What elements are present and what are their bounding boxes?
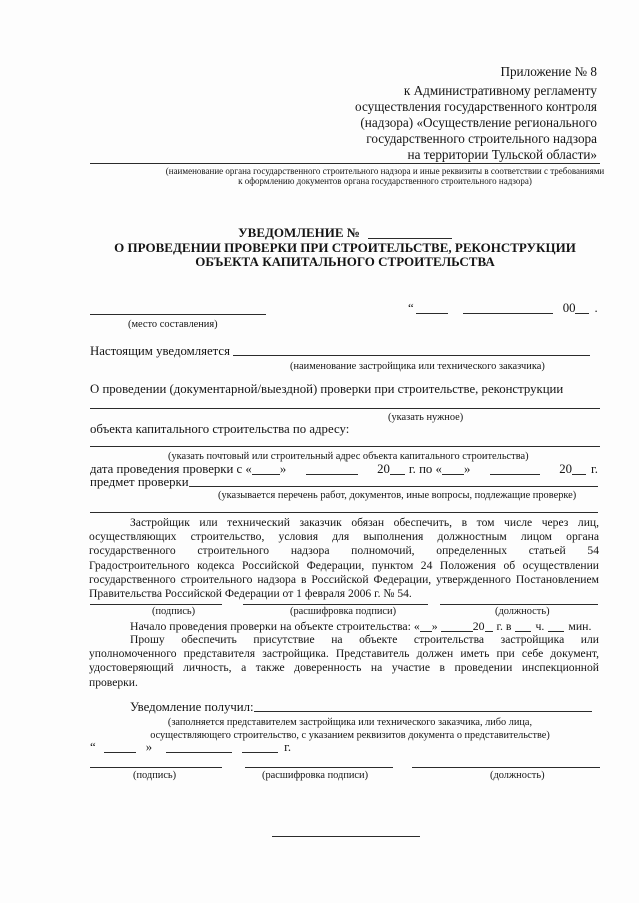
- recipient-position-blank: [412, 767, 600, 768]
- to-year-blank: [572, 463, 586, 475]
- year-blank: [575, 302, 589, 314]
- notified-row: [90, 344, 590, 359]
- to-year-prefix: 20: [559, 462, 572, 476]
- date-close-quote: »: [463, 462, 471, 476]
- appendix-reference-line: осуществления государственного контроля: [355, 99, 597, 114]
- received-close-quote: »: [145, 740, 153, 754]
- appendix-reference-line: (надзора) «Осуществление регионального: [360, 115, 597, 130]
- date-to-label: г. по «: [408, 462, 442, 476]
- address-blank: [90, 446, 600, 447]
- signature-decoding-caption: (расшифровка подписи): [290, 606, 397, 617]
- appendix-reference-line: к Административному регламенту: [403, 83, 597, 98]
- date-close-quote: »: [279, 462, 287, 476]
- start-month-blank: [441, 620, 473, 632]
- start-year-prefix: 20: [472, 619, 485, 633]
- inspection-start-line: [130, 619, 591, 633]
- request-paragraph: [89, 633, 599, 690]
- received-day-blank: [104, 741, 136, 753]
- notice-number-line: [90, 226, 600, 241]
- appendix-number: Приложение № 8: [500, 64, 597, 79]
- day-blank: [416, 302, 448, 314]
- place-caption: (место составления): [128, 319, 218, 330]
- subject-blank: [189, 486, 598, 487]
- start-year-blank: [485, 620, 493, 632]
- document-title: [90, 226, 600, 270]
- obligation-paragraph-line: осуществляющих строительство, условия для выполнения должностным лицом органа: [89, 530, 599, 544]
- obligation-paragraph-line: Правительства Российской Федерации от 1 февраля 2006 г. № 54.: [89, 587, 412, 601]
- start-at-label: г. в: [496, 619, 512, 633]
- subject-row: [90, 475, 598, 490]
- received-caption-line: (заполняется представителем застройщика или технического заказчика, либо лица,: [167, 717, 533, 728]
- received-date: [90, 740, 291, 755]
- obligation-paragraph-line: Градостроительного кодекса Российской Федерации, пунктом 24 Положения об осуществлении: [89, 558, 599, 572]
- obligation-paragraph: [89, 516, 599, 601]
- request-paragraph-line: проверки.: [89, 675, 138, 689]
- recipient-name-blank: [245, 767, 393, 768]
- position-caption: (должность): [490, 770, 545, 781]
- to-day-blank: [442, 463, 464, 475]
- from-year-prefix: 20: [377, 462, 390, 476]
- title-line: ОБЪЕКТА КАПИТАЛЬНОГО СТРОИТЕЛЬСТВА: [195, 254, 495, 269]
- received-blank: [254, 711, 592, 712]
- bottom-blank-line: [272, 836, 420, 837]
- hours-label: ч.: [535, 619, 545, 633]
- signature-decoding-caption: (расшифровка подписи): [262, 770, 369, 781]
- inspection-type-blank: [90, 408, 600, 409]
- place-blank: [90, 314, 266, 315]
- start-hours-blank: [515, 620, 531, 632]
- subject-blank-continuation: [90, 512, 598, 513]
- from-day-blank: [252, 463, 280, 475]
- inspector-name-blank: [243, 604, 428, 605]
- obligation-paragraph-line: государственного строительного надзора полномочий, определенных статьей 54: [89, 544, 599, 558]
- subject-caption: (указывается перечень работ, документов, иные вопросы, подлежащие проверке): [218, 490, 577, 501]
- obligation-paragraph-line: государственного строительного надзора в Российской Федерации, утвержденного Постановлением: [89, 572, 599, 586]
- date-open-quote: “: [408, 301, 414, 315]
- received-caption-line: осуществляющего строительство, с указанием реквизитов документа о представительстве): [150, 730, 550, 741]
- from-year-blank: [390, 463, 405, 475]
- recipient-signature-blank: [90, 767, 222, 768]
- notice-number-label: УВЕДОМЛЕНИЕ №: [238, 225, 360, 240]
- year-suffix: г.: [590, 462, 598, 476]
- from-month-blank: [306, 462, 358, 475]
- authority-caption: [160, 166, 610, 186]
- start-label: Начало проведения проверки на объекте строительства: «: [130, 619, 420, 633]
- received-month-blank: [166, 741, 232, 753]
- notice-number-blank: [368, 227, 452, 239]
- authority-caption-line: (наименование органа государственного строительного надзора и иные реквизиты в соответствии с требованиями: [165, 166, 605, 176]
- received-row: [130, 700, 592, 715]
- notified-blank: [233, 355, 590, 356]
- position-caption: (должность): [495, 606, 550, 617]
- start-day-blank: [420, 620, 432, 632]
- signature-caption: (подпись): [133, 770, 177, 781]
- notified-caption: (наименование застройщика или технического заказчика): [290, 361, 545, 372]
- minutes-label: мин.: [568, 619, 592, 633]
- authority-name-line: [90, 163, 600, 164]
- inspector-signature-blank: [90, 604, 222, 605]
- request-paragraph-line: уполномоченного представителя застройщика. Представитель должен иметь при себе документ,: [89, 647, 599, 661]
- received-label: Уведомление получил:: [130, 700, 254, 714]
- obligation-paragraph-line: Застройщик или технический заказчик обязан обеспечить, в том числе через лиц,: [130, 516, 599, 529]
- date-end: .: [594, 301, 598, 315]
- received-open-quote: “: [90, 740, 96, 754]
- date-from-label: дата проведения проверки с «: [90, 462, 252, 476]
- compilation-date: [408, 301, 598, 316]
- appendix-reference-line: на территории Тульской области»: [407, 147, 597, 162]
- signature-caption: (подпись): [152, 606, 196, 617]
- request-paragraph-line: удостоверяющий личность, а также доверенность на участие в проведении инспекционной: [89, 661, 599, 675]
- inspection-type-line: О проведении (документарной/выездной) проверки при строительстве, реконструкции: [90, 382, 564, 396]
- address-caption: (указать почтовый или строительный адрес объекта капитального строительства): [168, 451, 529, 462]
- title-line: О ПРОВЕДЕНИИ ПРОВЕРКИ ПРИ СТРОИТЕЛЬСТВЕ, РЕКОНСТРУКЦИИ: [114, 239, 576, 255]
- request-paragraph-line: Прошу обеспечить присутствие на объекте строительства застройщика или: [130, 633, 599, 646]
- inspection-type-caption: (указать нужное): [388, 412, 464, 423]
- notified-label: Настоящим уведомляется: [90, 344, 230, 358]
- received-caption: [120, 716, 580, 742]
- to-month-blank: [490, 462, 540, 475]
- subject-label: предмет проверки: [90, 475, 189, 489]
- authority-caption-line: к оформлению документов органа государственного строительного надзора): [238, 176, 532, 186]
- received-year-suffix: г.: [284, 740, 292, 754]
- month-blank: [463, 302, 553, 314]
- received-year-blank: [242, 741, 278, 753]
- inspector-position-blank: [440, 604, 598, 605]
- address-label: объекта капитального строительства по адресу:: [90, 422, 350, 436]
- appendix-header: [355, 64, 597, 163]
- start-minutes-blank: [548, 620, 564, 632]
- start-close-quote: »: [431, 619, 438, 633]
- year-prefix: 00: [562, 301, 576, 315]
- appendix-reference-line: государственного строительного надзора: [366, 131, 597, 146]
